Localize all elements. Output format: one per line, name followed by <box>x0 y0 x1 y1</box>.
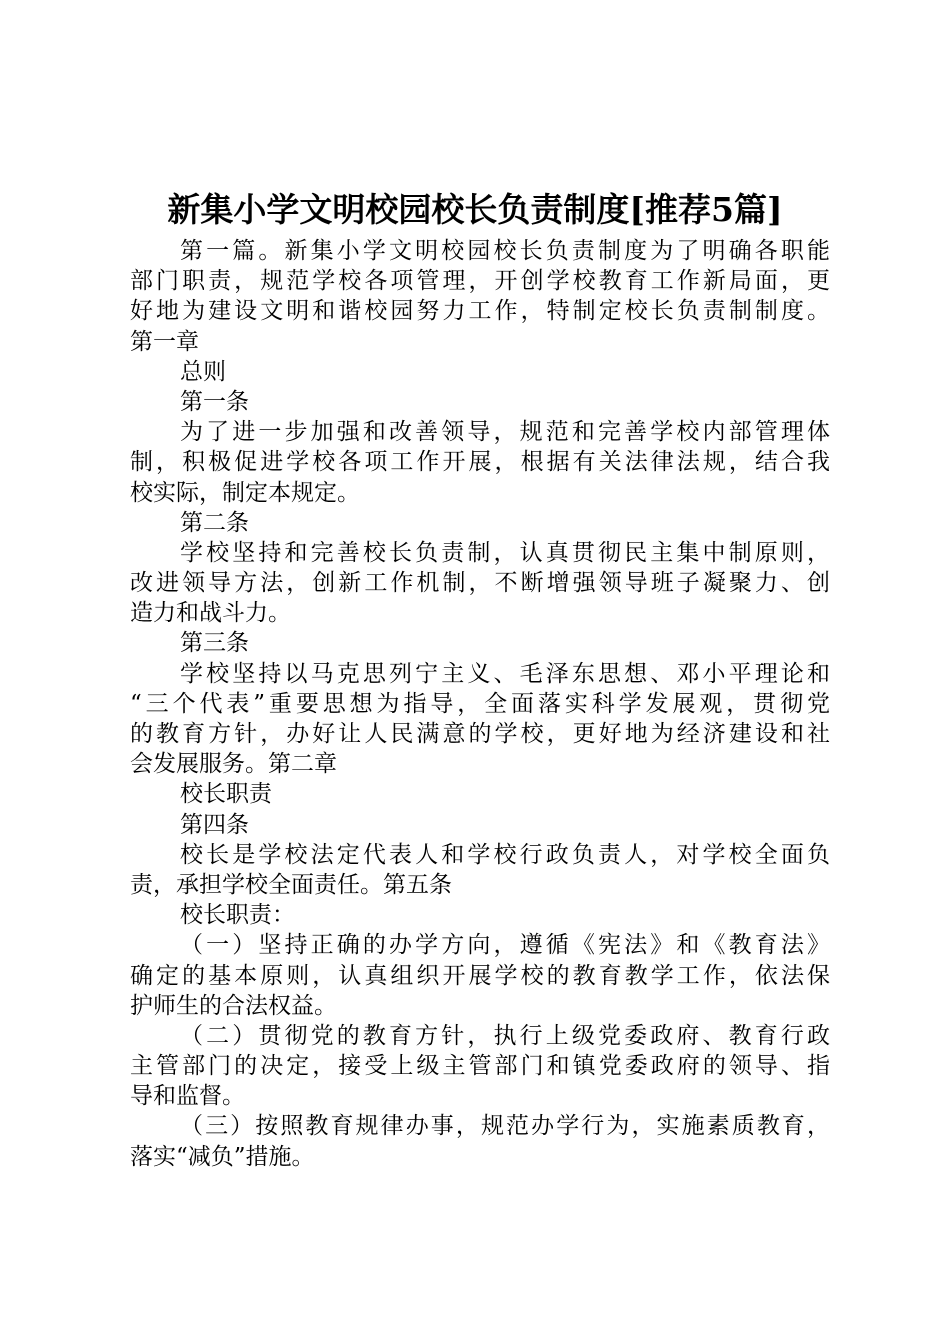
text-line: 的教育方针，办好让人民满意的学校，更好地为经济建设和社 <box>130 721 830 747</box>
text-line: （一）坚持正确的办学方向，遵循《宪法》和《教育法》 <box>180 932 830 959</box>
text-line: 校长职责： <box>180 902 295 929</box>
text-line: 制，积极促进学校各项工作开展，根据有关法律法规，结合我 <box>130 449 830 476</box>
text-line: 确定的基本原则，认真组织开展学校的教育教学工作，依法保 <box>130 962 830 989</box>
text-line: 校长职责 <box>180 781 272 808</box>
text-line: 落实“减负”措施。 <box>130 1143 315 1170</box>
text-line: 校实际，制定本规定。 <box>130 479 360 506</box>
text-line: 第四条 <box>180 811 249 838</box>
text-line: 为了进一步加强和改善领导，规范和完善学校内部管理体 <box>180 419 830 446</box>
text-line: “三个代表”重要思想为指导，全面落实科学发展观，贯彻党 <box>130 690 830 717</box>
text-line: 学校坚持和完善校长负责制，认真贯彻民主集中制原则， <box>180 539 830 566</box>
text-line: 改进领导方法，创新工作机制，不断增强领导班子凝聚力、创 <box>130 570 830 597</box>
text-line: 第三条 <box>180 630 249 657</box>
document-body <box>130 236 830 1172</box>
text-line: （二）贯彻党的教育方针，执行上级党委政府、教育行政 <box>180 1022 830 1049</box>
text-line: 会发展服务。第二章 <box>130 751 337 778</box>
text-line: 护师生的合法权益。 <box>130 992 337 1019</box>
text-line: 部门职责，规范学校各项管理，开创学校教育工作新局面，更 <box>130 268 830 295</box>
text-line: 第二条 <box>180 509 249 536</box>
text-line: 造力和战斗力。 <box>130 600 291 627</box>
text-line: 好地为建设文明和谐校园努力工作，特制定校长负责制制度。 <box>130 298 830 325</box>
text-line: （三）按照教育规律办事，规范办学行为，实施素质教育， <box>180 1113 830 1140</box>
text-line: 第一条 <box>180 388 249 415</box>
text-line: 第一篇。新集小学文明校园校长负责制度为了明确各职能 <box>180 238 830 264</box>
text-line: 责，承担学校全面责任。第五条 <box>130 871 452 898</box>
text-line: 导和监督。 <box>130 1083 245 1110</box>
text-line: 主管部门的决定，接受上级主管部门和镇党委政府的领导、指 <box>130 1053 830 1080</box>
text-line: 校长是学校法定代表人和学校行政负责人，对学校全面负 <box>180 841 830 868</box>
text-line: 总则 <box>180 358 226 385</box>
text-line: 第一章 <box>130 328 199 355</box>
document-title: 新集小学文明校园校长负责制度[推荐5篇] <box>167 190 783 229</box>
text-line: 学校坚持以马克思列宁主义、毛泽东思想、邓小平理论和 <box>180 660 830 687</box>
